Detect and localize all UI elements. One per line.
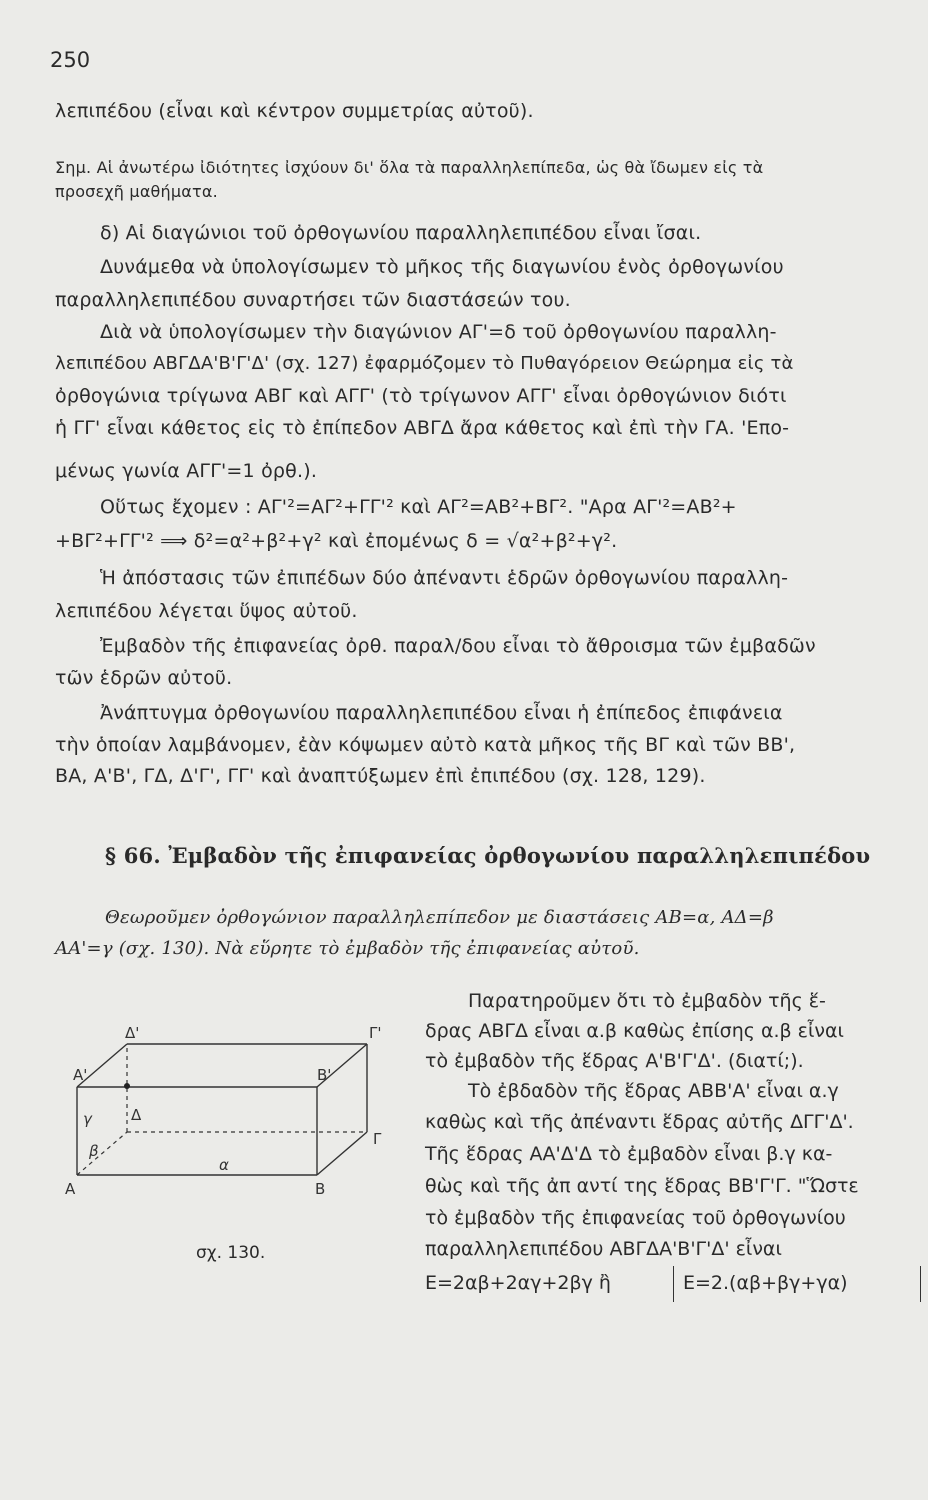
page-number: 250 [50,48,91,72]
text-line: δρας ΑΒΓΔ εἶναι α.β καθὼς ἐπίσης α.β εἶναι [425,1020,844,1042]
vertex-label-B-prime: Β' [317,1066,332,1084]
text-line: Δυνάμεθα νὰ ὑπολογίσωμεν τὸ μῆκος τῆς διαγωνίου ἑνὸς ὀρθογωνίου [100,256,784,278]
text-line: παραλληλεπιπέδου συναρτήσει τῶν διαστάσεών του. [55,289,571,311]
note-line: Σημ. Αἱ ἀνωτέρω ἰδιότητες ἰσχύουν δι' ὅλα τὰ παραλληλεπίπεδα, ὡς θὰ ἴδωμεν εἰς τὰ [55,158,764,177]
vertex-label-D-prime: Δ' [125,1024,140,1042]
text-line: Ἐμβαδὸν τῆς ἐπιφανείας ὀρθ. παραλ/δου εἶναι τὸ ἄθροισμα τῶν ἐμβαδῶν [100,635,816,657]
note-line: προσεχῆ μαθήματα. [55,182,218,201]
edge-label-beta: β [89,1142,99,1160]
text-line: ἡ ΓΓ' εἶναι κάθετος εἰς τὸ ἐπίπεδον ΑΒΓΔ ἄρα κάθετος καὶ ἐπὶ τὴν ΓΑ. 'Επο- [55,417,790,439]
text-line: Παρατηροῦμεν ὅτι τὸ ἐμβαδὸν τῆς ἕ- [468,990,826,1012]
edge-BG [317,1132,367,1175]
text-line: τὸ ἐμβαδὸν τῆς ἐπιφανείας τοῦ ὀρθογωνίου [425,1207,846,1229]
text-line: ΒΑ, Α'Β', ΓΔ, Δ'Γ', ΓΓ' καὶ ἀναπτύξωμεν ἐπὶ ἐπιπέδου (σχ. 128, 129). [55,765,706,787]
vertex-label-B: Β [315,1180,326,1198]
problem-text: Θεωροῦμεν ὀρθογώνιον παραλληλεπίπεδον με διαστάσεις ΑΒ=α, ΑΔ=β [105,907,774,928]
text-line: Διὰ νὰ ὑπολογίσωμεν τὴν διαγώνιον ΑΓ'=δ τοῦ ὀρθογωνίου παραλλη- [100,321,777,343]
formula: Ε=2αβ+2αγ+2βγ ἢ [425,1272,611,1294]
text-line: τὴν ὁποίαν λαμβάνομεν, ἐὰν κόψωμεν αὐτὸ κατὰ μῆκος τῆς ΒΓ καὶ τῶν ΒΒ', [55,734,796,756]
text-line: καθὼς καὶ τῆς ἀπέναντι ἕδρας αὐτῆς ΔΓΓ'Δ'. [425,1111,854,1133]
vertex-label-A-prime: Α' [73,1066,88,1084]
text-line: τῶν ἑδρῶν αὐτοῦ. [55,667,233,689]
text-line: δ) Αἱ διαγώνιοι τοῦ ὀρθογωνίου παραλληλεπιπέδου εἶναι ἴσαι. [100,222,702,244]
text-line: ὀρθογώνια τρίγωνα ΑΒΓ καὶ ΑΓΓ' (τὸ τρίγωνον ΑΓΓ' εἶναι ὀρθογώνιον διότι [55,385,787,407]
text-line: Ἡ ἀπόστασις τῶν ἐπιπέδων δύο ἀπέναντι ἑδρῶν ὀρθογωνίου παραλλη- [100,567,789,589]
figure-caption: σχ. 130. [196,1243,266,1263]
text-line: λεπιπέδου (εἶναι καὶ κέντρον συμμετρίας αὐτοῦ). [55,100,534,122]
vertex-label-D: Δ [131,1106,142,1124]
hidden-edge-AD [77,1132,127,1175]
text-line: τὸ ἐμβαδὸν τῆς ἕδρας Α'Β'Γ'Δ'. (διατί;). [425,1050,804,1072]
text-line: λεπιπέδου λέγεται ὕψος αὐτοῦ. [55,600,358,622]
vertex-label-G: Γ [373,1130,382,1148]
equation-line: +ΒΓ²+ΓΓ'² ⟹ δ²=α²+β²+γ² καὶ ἐπομένως δ = √α²+β²+γ². [55,530,618,552]
edge-label-gamma: γ [83,1110,92,1128]
text-line: μένως γωνία ΑΓΓ'=1 ὀρθ.). [55,460,318,482]
text-line: λεπιπέδου ΑΒΓΔΑ'Β'Γ'Δ' (σχ. 127) ἐφαρμόζομεν τὸ Πυθαγόρειον Θεώρημα εἰς τὰ [55,353,794,374]
center-point [124,1083,130,1089]
parallelepiped-figure [55,1020,395,1200]
edge-label-alpha: α [219,1156,229,1174]
equation-line: Οὕτως ἔχομεν : ΑΓ'²=ΑΓ²+ΓΓ'² καὶ ΑΓ²=ΑΒ²+ΒΓ². "Αρα ΑΓ'²=ΑΒ²+ [100,496,737,518]
problem-text: ΑΑ'=γ (σχ. 130). Νὰ εὕρητε τὸ ἐμβαδὸν τῆς ἐπιφανείας αὐτοῦ. [55,938,640,959]
boxed-formula: Ε=2.(αβ+βγ+γα) [683,1272,848,1294]
text-line: Τῆς ἕδρας ΑΑ'Δ'Δ τὸ ἐμβαδὸν εἶναι β.γ κα- [425,1143,833,1165]
text-line: Ἀνάπτυγμα ὀρθογωνίου παραλληλεπιπέδου εἶναι ἡ ἐπίπεδος ἐπιφάνεια [100,702,783,724]
vertex-label-A: Α [65,1180,76,1198]
text-line: παραλληλεπιπέδου ΑΒΓΔΑ'Β'Γ'Δ' εἶναι [425,1238,782,1260]
vertex-label-G-prime: Γ' [369,1024,382,1042]
text-line: θὼς καὶ τῆς ἀπ αντί της ἕδρας ΒΒ'Γ'Γ. "Ὥστε [425,1175,859,1197]
section-heading: § 66. Ἐμβαδὸν τῆς ἐπιφανείας ὀρθογωνίου παραλληλεπιπέδου [105,843,871,868]
text-line: Τὸ ἐβδαδὸν τῆς ἕδρας ΑΒΒ'Α' εἶναι α.γ [468,1080,839,1102]
